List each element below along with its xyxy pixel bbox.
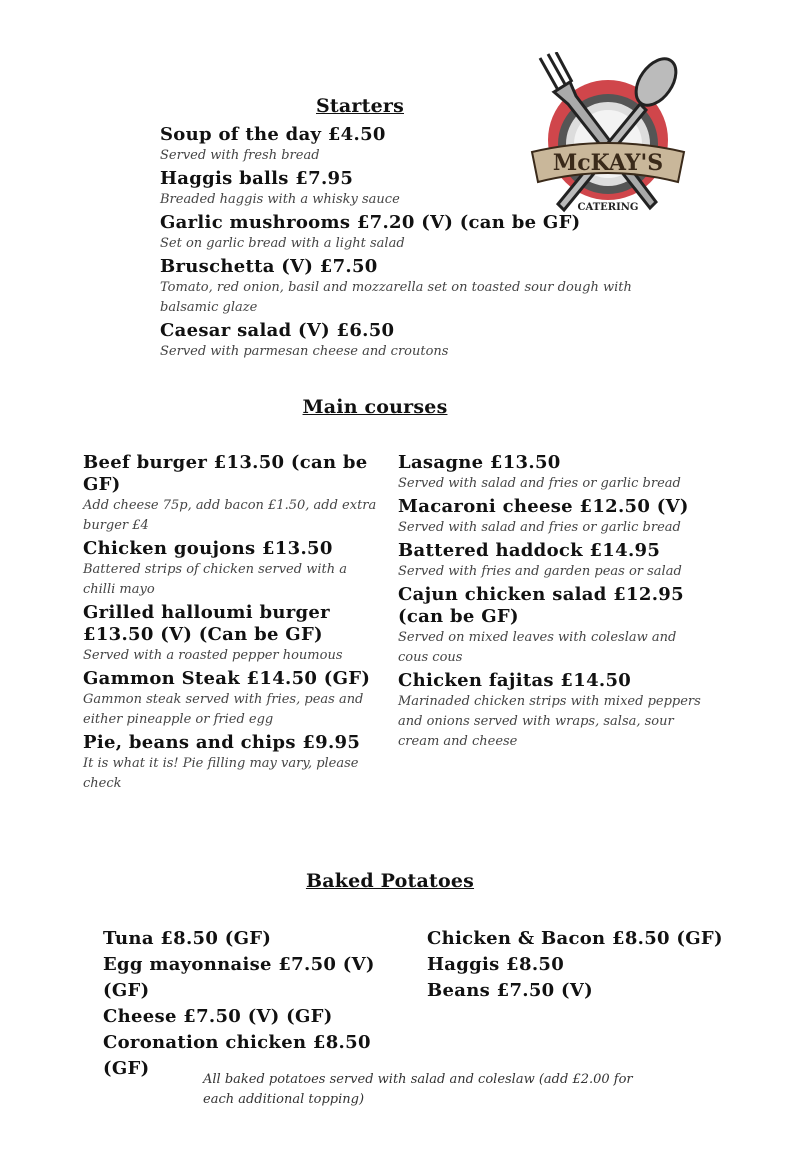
item-name: Beef burger £13.50 (can be GF) — [83, 452, 368, 495]
item-name: Macaroni cheese £12.50 (V) — [398, 496, 689, 517]
menu-item — [83, 732, 383, 794]
menu-item — [160, 212, 680, 254]
item-description: Served with salad and fries or garlic bread — [398, 476, 681, 491]
baked-potatoes-heading: Baked Potatoes — [305, 870, 475, 892]
item-description: Battered strips of chicken served with a chilli mayo — [83, 562, 347, 597]
potato-item: Coronation chicken £8.50 (GF) — [103, 1032, 371, 1079]
starters-list — [160, 124, 680, 364]
potato-item: Haggis £8.50 — [427, 954, 565, 975]
main-courses-left-column — [83, 452, 383, 796]
item-name: Lasagne £13.50 — [398, 452, 561, 473]
main-courses-heading: Main courses — [302, 396, 448, 418]
baked-potatoes-left-column — [103, 926, 423, 1082]
menu-item — [160, 124, 680, 166]
item-name: Garlic mushrooms £7.20 (V) (can be GF) — [160, 212, 581, 233]
item-name: Grilled halloumi burger £13.50 (V) (Can be GF) — [83, 602, 330, 645]
item-description: Served on mixed leaves with coleslaw and cous cous — [398, 630, 677, 665]
item-name: Caesar salad (V) £6.50 — [160, 320, 395, 341]
potato-item: Tuna £8.50 (GF) — [103, 928, 272, 949]
item-description: Served with salad and fries or garlic bread — [398, 520, 681, 535]
menu-item — [398, 670, 703, 752]
item-name: Chicken fajitas £14.50 — [398, 670, 632, 691]
menu-item — [83, 452, 383, 536]
item-name: Chicken goujons £13.50 — [83, 538, 333, 559]
logo-brand: McKAY'S — [552, 150, 664, 176]
item-name: Pie, beans and chips £9.95 — [83, 732, 361, 753]
item-description: It is what it is! Pie filling may vary, please check — [83, 756, 359, 791]
item-description: Tomato, red onion, basil and mozzarella set on toasted sour dough with balsamic glaze — [160, 280, 632, 315]
item-description: Served with parmesan cheese and croutons — [160, 344, 449, 359]
menu-item — [398, 452, 703, 494]
starters-heading: Starters — [316, 95, 404, 117]
item-description: Marinaded chicken strips with mixed peppers and onions served with wraps, salsa, sour cream and cheese — [398, 694, 701, 749]
item-description: Set on garlic bread with a light salad — [160, 236, 405, 251]
item-description: Breaded haggis with a whisky sauce — [160, 192, 400, 207]
baked-potatoes-right-column — [427, 926, 727, 1004]
main-courses-right-column — [398, 452, 703, 754]
item-description: Add cheese 75p, add bacon £1.50, add extra burger £4 — [83, 498, 377, 533]
menu-item — [83, 668, 383, 730]
item-name: Gammon Steak £14.50 (GF) — [83, 668, 371, 689]
item-description: Served with fresh bread — [160, 148, 320, 163]
menu-item — [83, 538, 383, 600]
item-name: Bruschetta (V) £7.50 — [160, 256, 378, 277]
menu-item — [398, 496, 703, 538]
item-description: Served with a roasted pepper houmous — [83, 648, 343, 663]
menu-item — [398, 584, 703, 668]
item-name: Soup of the day £4.50 — [160, 124, 386, 145]
menu-item — [83, 602, 383, 666]
item-description: Gammon steak served with fries, peas and either pineapple or fried egg — [83, 692, 364, 727]
item-name: Haggis balls £7.95 — [160, 168, 354, 189]
potato-item: Beans £7.50 (V) — [427, 980, 593, 1001]
logo-sub: CATERING — [577, 202, 639, 213]
menu-item — [160, 168, 680, 210]
potato-item: Egg mayonnaise £7.50 (V) (GF) — [103, 954, 375, 1001]
item-name: Cajun chicken salad £12.95 (can be GF) — [398, 584, 684, 627]
menu-item — [398, 540, 703, 582]
menu-item — [160, 256, 680, 318]
potato-item: Cheese £7.50 (V) (GF) — [103, 1006, 333, 1027]
baked-potatoes-note: All baked potatoes served with salad and coleslaw (add £2.00 for each additional topping) — [203, 1072, 633, 1107]
item-name: Battered haddock £14.95 — [398, 540, 661, 561]
potato-item: Chicken & Bacon £8.50 (GF) — [427, 928, 723, 949]
menu-item — [160, 320, 680, 362]
item-description: Served with fries and garden peas or salad — [398, 564, 682, 579]
